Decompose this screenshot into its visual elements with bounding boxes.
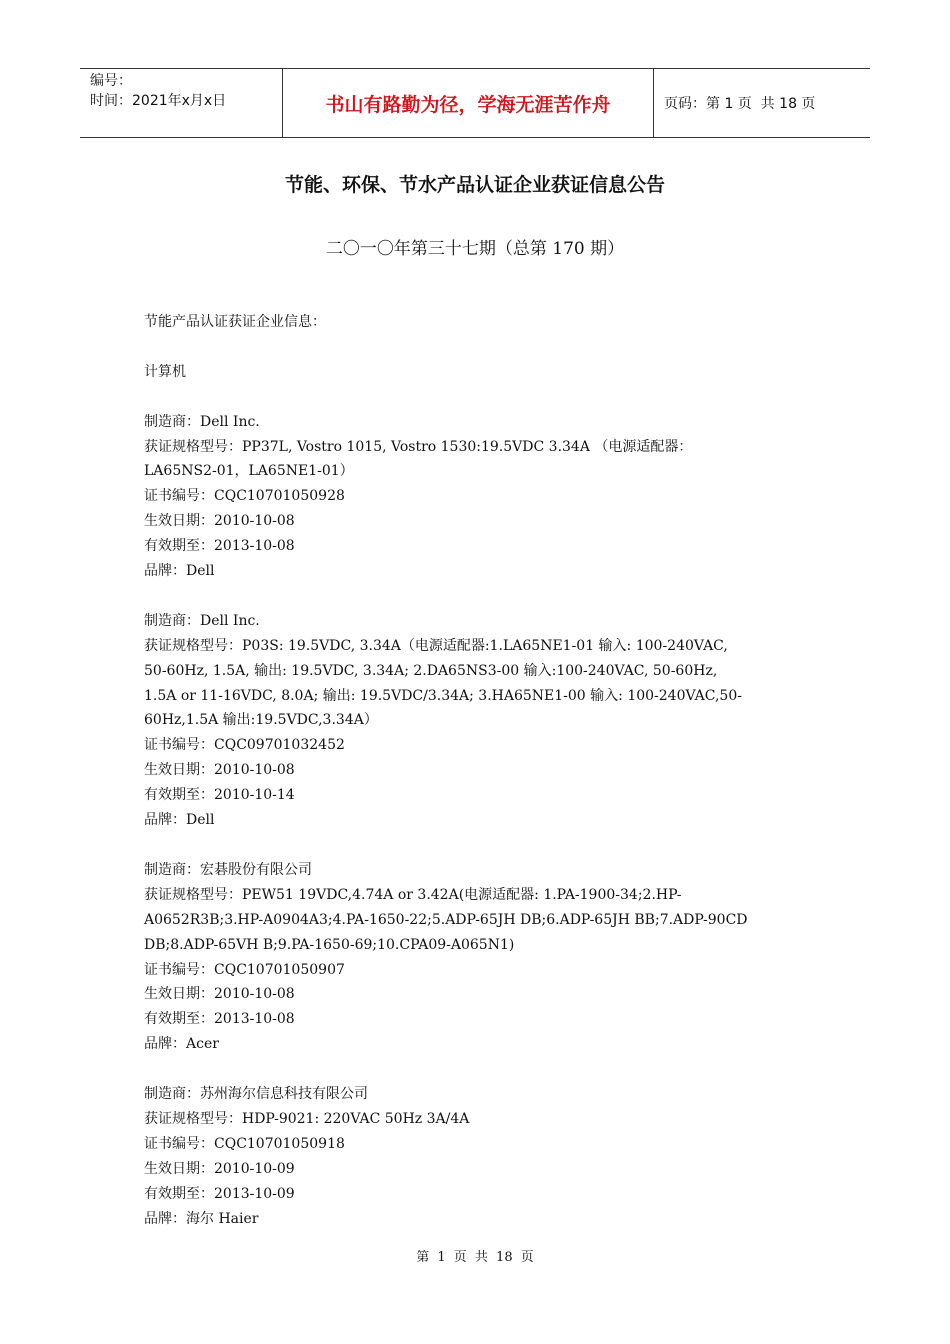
header-motto: 书山有路勤为径，学海无涯苦作舟 [282,69,654,137]
entry [144,410,804,584]
page-footer: 第 1 页 共 18 页 [416,1250,534,1265]
issue-number: 二〇一〇年第三十七期（总第 170 期） [325,239,625,259]
entry-brand: 品牌：Dell [144,812,215,829]
entry-end-date: 有效期至：2013-10-08 [144,1011,295,1028]
document-title: 节能、环保、节水产品认证企业获证信息公告 [284,174,665,196]
entry-cert: 证书编号：CQC10701050907 [144,961,345,978]
entry [144,609,804,833]
entry-model-line: LA65NS2-01，LA65NE1-01） [144,463,354,480]
entry-maker: 制造商：Dell Inc. [144,413,260,430]
entry-model-line: 1.5A or 11-16VDC, 8.0A; 输出: 19.5VDC/3.34A; 3.HA65NE1-00 输入: 100-240VAC,50- [144,687,742,704]
entry-model-line: 60Hz,1.5A 输出:19.5VDC,3.34A） [144,712,378,729]
entry-model-line: 获证规格型号：P03S: 19.5VDC, 3.34A（电源适配器:1.LA65NE1-01 输入: 100-240VAC, [144,637,728,654]
entry-cert: 证书编号：CQC10701050928 [144,488,345,505]
section-heading: 节能产品认证获证企业信息： [144,314,326,330]
entry-model-line: 获证规格型号：HDP-9021: 220VAC 50Hz 3A/4A [144,1110,470,1127]
entry-end-date: 有效期至：2013-10-08 [144,538,295,555]
entry-end-date: 有效期至：2013-10-09 [144,1185,295,1202]
document-time: 时间：2021年x月x日 [90,93,227,109]
entry-maker: 制造商：苏州海尔信息科技有限公司 [144,1086,368,1103]
entry [144,858,804,1057]
entry-maker: 制造商：Dell Inc. [144,612,260,629]
page-header [80,68,870,138]
entry-maker: 制造商：宏碁股份有限公司 [144,861,312,878]
entry-model-line: DB;8.ADP-65VH B;9.PA-1650-69;10.CPA09-A065N1) [144,936,515,953]
entry-start-date: 生效日期：2010-10-08 [144,513,295,530]
entry-brand: 品牌：海尔 Haier [144,1210,259,1227]
category-heading: 计算机 [144,363,186,380]
entry-model-line: 50-60Hz, 1.5A, 输出: 19.5VDC, 3.34A; 2.DA65NS3-00 输入:100-240VAC, 50-60Hz, [144,662,718,679]
entry [144,1082,804,1231]
header-page-info [654,69,870,137]
entry-model-line: A0652R3B;3.HP-A0904A3;4.PA-1650-22;5.ADP-65JH DB;6.ADP-65JH BB;7.ADP-90CD [144,911,748,928]
entry-end-date: 有效期至：2010-10-14 [144,787,295,804]
page-info-text: 页码：第 1 页 共 18 页 [664,96,816,112]
document-number-label: 编号： [90,73,132,89]
entry-start-date: 生效日期：2010-10-08 [144,762,295,779]
entry-brand: 品牌：Dell [144,563,215,580]
entry-start-date: 生效日期：2010-10-08 [144,986,295,1003]
entry-cert: 证书编号：CQC10701050918 [144,1135,345,1152]
entry-brand: 品牌：Acer [144,1036,219,1053]
entry-start-date: 生效日期：2010-10-09 [144,1160,295,1177]
header-meta [80,69,282,137]
entry-cert: 证书编号：CQC09701032452 [144,737,345,754]
entry-model-line: 获证规格型号：PEW51 19VDC,4.74A or 3.42A(电源适配器: 1.PA-1900-34;2.HP- [144,886,682,903]
document-body [144,310,804,1231]
entry-model-line: 获证规格型号：PP37L, Vostro 1015, Vostro 1530:19.5VDC 3.34A （电源适配器： [144,438,693,455]
